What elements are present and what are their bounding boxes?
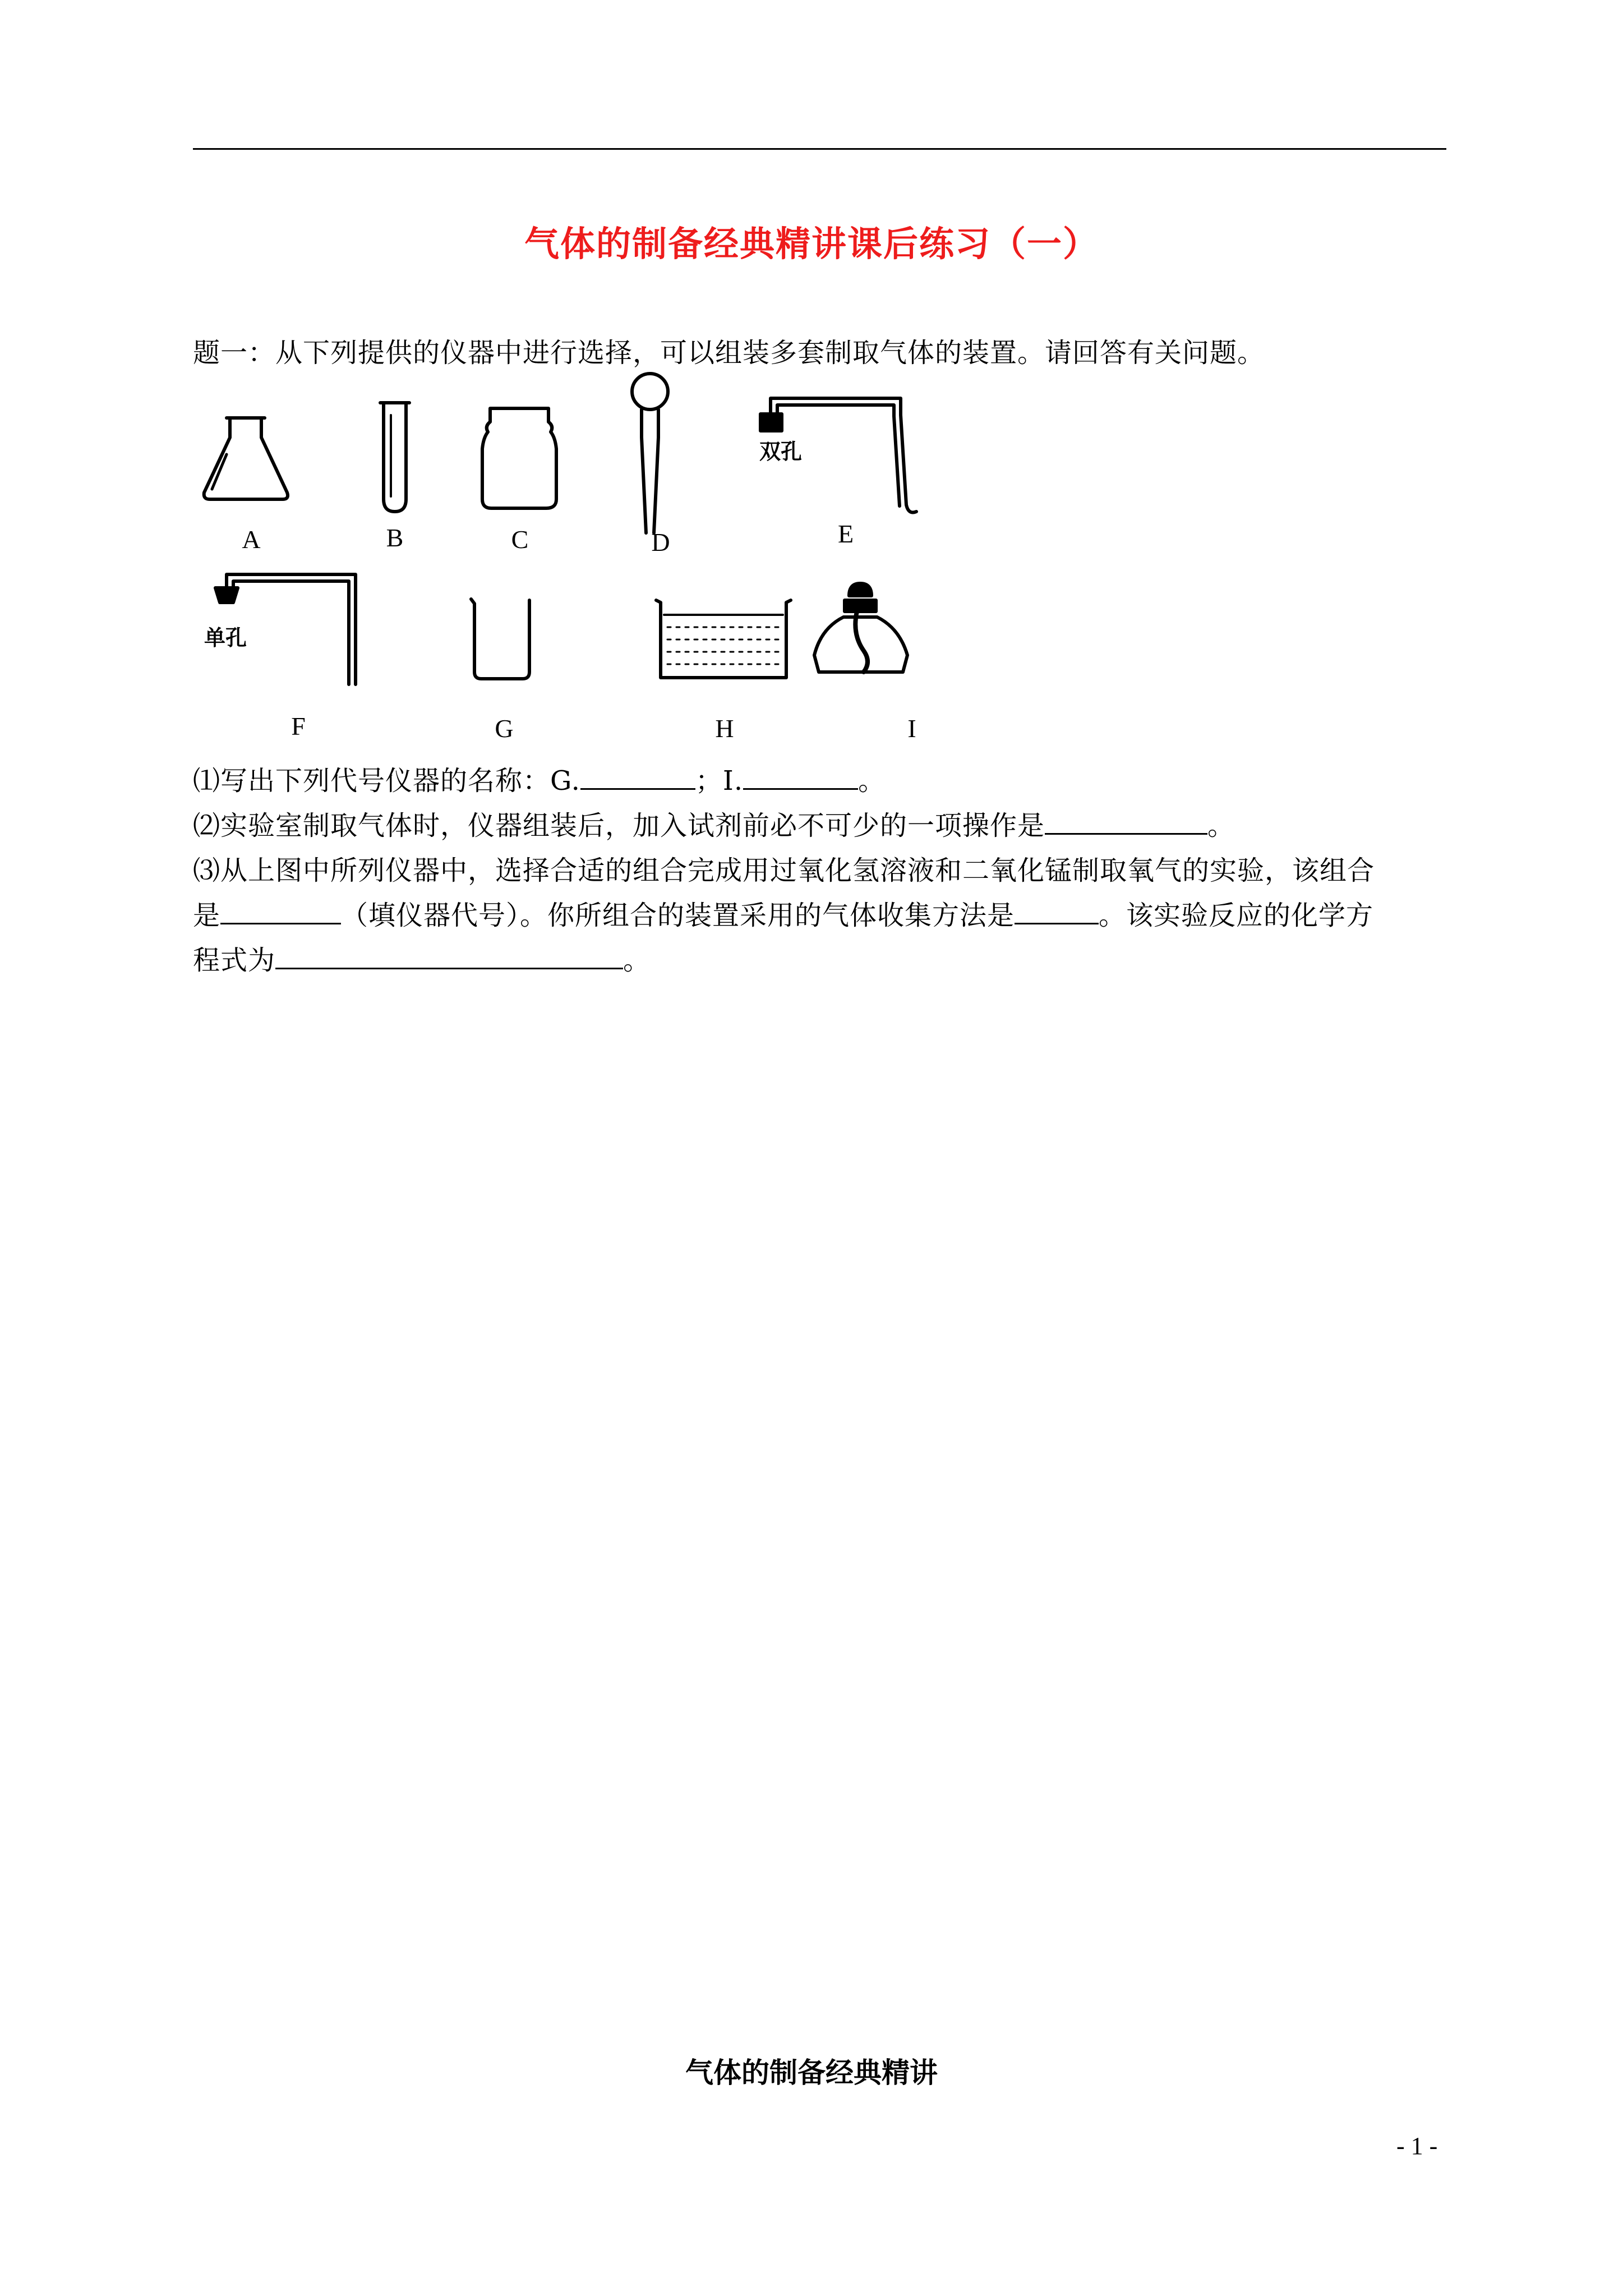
apparatus-label-h: H [715,714,734,743]
apparatus-label-c: C [511,525,529,554]
apparatus-label-a: A [242,525,261,554]
answer-blank-i[interactable] [743,763,858,790]
long-neck-funnel-icon [632,374,668,533]
apparatus-label-d: D [651,528,670,556]
header-rule [193,148,1446,150]
answer-blank-g[interactable] [580,763,695,790]
apparatus-figure [193,365,1006,746]
test-tube-icon [380,403,409,512]
sub-question-2: ⑵实验室制取气体时，仪器组装后，加入试剂前必不可少的一项操作是 。 [193,803,1235,848]
alcohol-lamp-icon [814,583,907,672]
page-title: 气体的制备经典精讲课后练习（一） [524,223,1099,264]
conical-flask-icon [204,418,288,499]
apparatus-label-f: F [291,712,306,740]
apparatus-label-e: E [837,519,854,548]
answer-blank-operation[interactable] [1045,808,1207,835]
question-stem: 题一：从下列提供的仪器中进行选择，可以组装多套制取气体的装置。请回答有关问题。 [193,337,1265,369]
section-title: 气体的制备经典精讲 [685,2056,938,2089]
double-hole-label: 双孔 [759,439,803,464]
apparatus-label-b: B [386,523,404,552]
gas-jar-icon [482,408,556,508]
answer-blank-combination[interactable] [220,898,341,924]
apparatus-label-i: I [907,714,916,743]
beaker-icon [471,599,529,679]
water-trough-icon [656,600,791,678]
page-number: - 1 - [1396,2132,1438,2160]
answer-blank-collection-method[interactable] [1015,898,1099,924]
sub-question-3: ⑶从上图中所列仪器中，选择合适的组合完成用过氧化氢溶液和二氧化锰制取氧气的实验，该组合 是 （填仪器代号）。你所组合的装置采用的气体收集方法是 。该实验反应的化学方 程式为 。 [193,855,1375,976]
single-hole-label: 单孔 [204,625,247,650]
sub-question-1: ⑴写出下列代号仪器的名称：G. ；I. 。 [193,758,886,803]
answer-blank-equation[interactable] [275,943,623,969]
apparatus-label-g: G [495,714,514,743]
